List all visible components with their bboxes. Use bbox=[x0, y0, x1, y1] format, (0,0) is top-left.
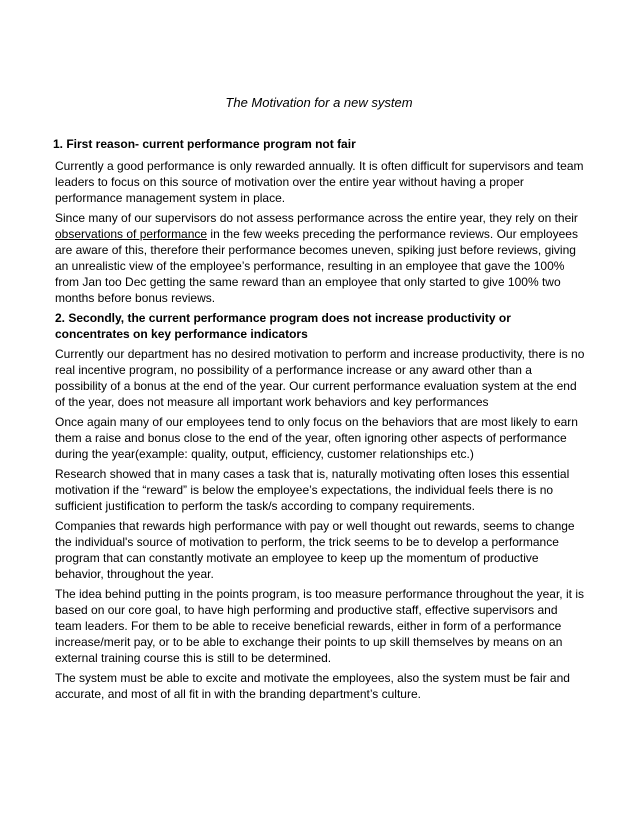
paragraph-8: The system must be able to excite and motivate the employees, also the system must be fair and accurate, and most of all fit in with the branding department’s culture. bbox=[55, 671, 570, 701]
paragraph-4: Once again many of our employees tend to only focus on the behaviors that are most likely to earn them a raise and bonus close to the end of the year, often ignoring other aspects of performance during the year(example: quality, output, efficiency, customer relationships etc.) bbox=[55, 415, 578, 461]
paragraph-2-text-a: Since many of our supervisors do not assess performance across the entire year, they rely on their bbox=[55, 211, 578, 225]
paragraph-7: The idea behind putting in the points program, is too measure performance throughout the year, it is based on our core goal, to have high performing and productive staff, effective supervisors and team leaders. For them to be able to receive beneficial rewards, either in form of a performance increase/merit pay, or to be able to exchange their points to up skill themselves by means on an external training course this is still to be determined. bbox=[55, 587, 584, 665]
paragraph-1: Currently a good performance is only rewarded annually. It is often difficult for supervisors and team leaders to focus on this source of motivation over the entire year without having a proper performance management system in place. bbox=[55, 159, 584, 205]
paragraph-6: Companies that rewards high performance with pay or well thought out rewards, seems to change the individual's source of motivation to perform, the trick seems to be to develop a performance program that can constantly motivate an employee to keep up the momentum of productive behavior, throughout the year. bbox=[55, 519, 575, 581]
section-heading-2: 2. Secondly, the current performance program does not increase productivity or concentrates on key performance indicators bbox=[55, 311, 511, 341]
document-title: The Motivation for a new system bbox=[225, 95, 413, 110]
paragraph-3: Currently our department has no desired motivation to perform and increase productivity, there is no real incentive program, no possibility of a performance increase or any award other than a possibility of a bonus at the end of the year. Our current performance evaluation system at the end of the year, does not measure all important work behaviors and key performances bbox=[55, 347, 585, 409]
underlined-phrase: observations of performance bbox=[55, 227, 208, 241]
paragraph-5: Research showed that in many cases a task that is, naturally motivating often loses this essential motivation if the “reward” is below the employee’s expectations, the individual feels there is no sufficient justification to perform the task/s according to company requirements. bbox=[55, 467, 570, 513]
paragraph-2-text-b: in the few weeks preceding the performance reviews. Our employees are aware of this, therefore their performance becomes uneven, spiking just before reviews, giving an unrealistic view of the employee’s performance, resulting in an employee that gave the 100% from Jan too Dec getting the same reward than an employee that only started to give 100% two months before bonus reviews. bbox=[55, 227, 578, 305]
paragraph-2 bbox=[55, 210, 585, 306]
document-body bbox=[55, 136, 585, 706]
section-heading-1: 1. First reason- current performance program not fair bbox=[53, 137, 356, 151]
